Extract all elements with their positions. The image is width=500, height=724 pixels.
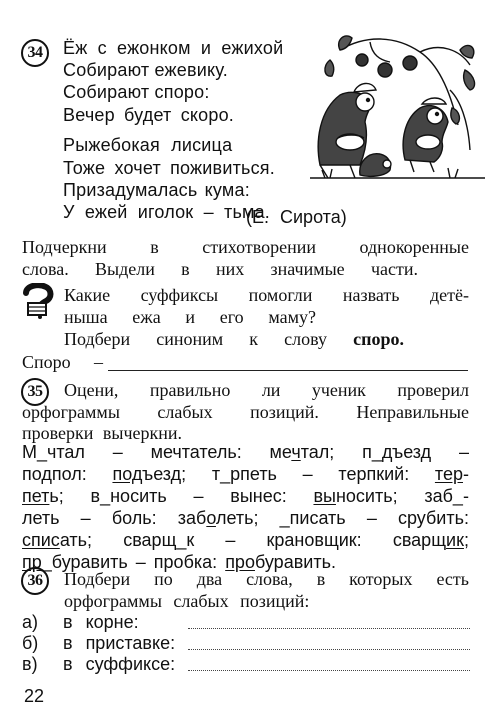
target-word: споро.: [353, 329, 404, 349]
task34-instruction-line-1: Подчеркни в стихотворении однокоренные: [22, 237, 469, 257]
answer-line-a[interactable]: [188, 628, 470, 629]
answer-item-a-text: в корне:: [63, 612, 139, 632]
task-number-34: 34: [21, 39, 49, 67]
task-number-35: 35: [21, 378, 49, 406]
answer-line-b[interactable]: [188, 649, 470, 650]
check-line-6: пр_буравить – пробка: пробуравить.: [22, 552, 336, 572]
answer-item-a-label: а): [22, 612, 39, 632]
check-line-2: подпол: подъезд; т_рпеть – терпкий: тер-: [22, 464, 469, 484]
task34-question-line-1: Какие суффиксы помогли назвать детё-: [64, 285, 469, 305]
poem-line-4: Вечер будет скоро.: [63, 105, 235, 125]
answer-label: Споро: [22, 352, 71, 372]
task35-text-line-3: проверки вычеркни.: [22, 423, 183, 443]
underlined-letter: ч: [291, 442, 301, 462]
poem-line-7: Призадумалась кума:: [63, 180, 250, 200]
task36-text-line-1: Подбери по два слова, в которых есть: [64, 569, 469, 589]
poem-line-3: Собирают споро:: [63, 82, 210, 102]
task34-synonym-instruction: Подбери синоним к слову споро.: [64, 329, 404, 349]
task35-text-line-2: орфограммы слабых позиций. Неправильные: [22, 402, 469, 422]
task35-text-line-1: Оцени, правильно ли ученик проверил: [64, 380, 469, 400]
task36-text-line-2: орфограммы слабых позиций:: [64, 591, 310, 611]
answer-item-b-text: в приставке:: [63, 633, 176, 653]
task-number-36: 36: [21, 567, 49, 595]
check-line-1: М_чтал – мечтатель: мечтал; п_дъезд –: [22, 442, 469, 462]
poem-author: (Е. Сирота): [246, 207, 347, 227]
answer-item-b-label: б): [22, 633, 39, 653]
page-number: 22: [24, 686, 45, 706]
task34-instruction-line-2: слова. Выдели в них значимые части.: [22, 259, 418, 279]
hedgehogs-illustration: [310, 30, 485, 180]
check-line-3: петь; в_носить – вынес: выносить; заб_-: [22, 486, 469, 506]
check-line-4: леть – боль: заболеть; _писать – срубить:: [22, 508, 469, 528]
check-line-5: списать; сварщ_к – крановщик: сварщик;: [22, 530, 469, 550]
answer-dash: –: [94, 352, 103, 372]
poem-line-8: У ежей иголок – тьма.: [63, 202, 271, 222]
question-mark-icon: [22, 283, 58, 319]
answer-line-c[interactable]: [188, 670, 470, 671]
poem-line-2: Собирают ежевику.: [63, 60, 228, 80]
poem-line-6: Тоже хочет поживиться.: [63, 158, 275, 178]
answer-item-c-label: в): [22, 654, 38, 674]
poem-line-1: Ёж с ежонком и ежихой: [63, 38, 284, 58]
answer-item-c-text: в суффиксе:: [63, 654, 176, 674]
poem-line-5: Рыжебокая лисица: [63, 135, 233, 155]
answer-line[interactable]: [108, 370, 468, 371]
task34-question-line-2: ныша ежа и его маму?: [64, 307, 316, 327]
